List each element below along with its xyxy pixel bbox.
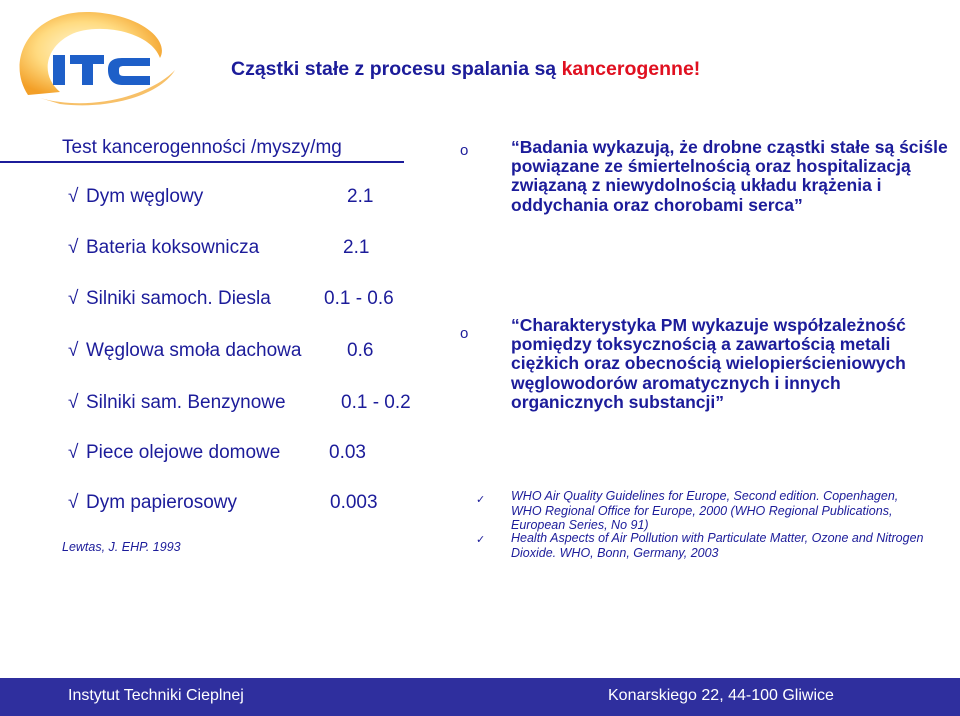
bullet-icon: o bbox=[460, 325, 469, 342]
item-value: 0.6 bbox=[347, 340, 374, 361]
paragraph-pm-toxicity bbox=[511, 316, 951, 412]
title-prefix: Cząstki stałe z procesu spalania są bbox=[231, 58, 562, 80]
check-icon: √ bbox=[68, 186, 79, 207]
check-icon: √ bbox=[68, 492, 79, 513]
paragraph-text: Badania wykazują, że drobne cząstki stałe są ściśle powiązane ze śmiertelnością oraz hospitalizacją związaną z niewydolnością układu krążenia i oddychania oraz chorobami serca bbox=[511, 137, 948, 215]
left-heading: Test kancerogenności /myszy/mg bbox=[62, 137, 342, 158]
item-label: Piece olejowe domowe bbox=[86, 442, 281, 463]
list-item bbox=[68, 492, 378, 514]
footer-address: Konarskiego 22, 44-100 Gliwice bbox=[608, 687, 834, 704]
open-quote: “ bbox=[511, 315, 520, 335]
reference-item: Health Aspects of Air Pollution with Particulate Matter, Ozone and Nitrogen Dioxide. WHO, Bonn, Germany, 2003 bbox=[511, 531, 924, 560]
list-item bbox=[68, 237, 370, 259]
source-citation: Lewtas, J. EHP. 1993 bbox=[62, 540, 181, 554]
item-label: Bateria koksownicza bbox=[86, 237, 260, 258]
checkmark-icon: ✓ bbox=[476, 494, 486, 506]
item-label: Dym węglowy bbox=[86, 186, 204, 207]
list-item bbox=[68, 340, 374, 362]
reference-item: WHO Air Quality Guidelines for Europe, Second edition. Copenhagen, WHO Regional Office for Europe, 2000 (WHO Regional Publications, European Series, No 91) bbox=[511, 489, 899, 532]
item-label: Silniki sam. Benzynowe bbox=[86, 392, 286, 413]
check-icon: √ bbox=[68, 392, 79, 413]
item-value: 0.003 bbox=[330, 492, 378, 513]
slide-title bbox=[231, 58, 700, 81]
title-highlight: kancerogenne! bbox=[561, 58, 701, 80]
list-item bbox=[68, 186, 374, 208]
close-quote: ” bbox=[794, 194, 803, 215]
list-item bbox=[68, 392, 411, 414]
item-label: Węglowa smoła dachowa bbox=[86, 340, 302, 361]
paragraph-text: Charakterystyka PM wykazuje współzależność pomiędzy toksycznością a zawartością metali ciężkich oraz obecnością wielopierścieniowych węglowodorów aromatycznych i innych organicznych substancji bbox=[511, 315, 906, 412]
footer-institute: Instytut Techniki Cieplnej bbox=[68, 687, 244, 704]
item-value: 0.1 - 0.2 bbox=[341, 392, 411, 413]
item-label: Silniki samoch. Diesla bbox=[86, 288, 271, 309]
paragraph-pm-health bbox=[511, 138, 951, 215]
checkmark-icon: ✓ bbox=[476, 534, 486, 546]
check-icon: √ bbox=[68, 288, 79, 309]
list-item bbox=[68, 442, 366, 464]
item-value: 0.1 - 0.6 bbox=[324, 288, 394, 309]
open-quote: “ bbox=[511, 137, 520, 157]
bullet-icon: o bbox=[460, 142, 469, 159]
item-label: Dym papierosowy bbox=[86, 492, 237, 513]
item-value: 2.1 bbox=[343, 237, 370, 258]
check-icon: √ bbox=[68, 237, 79, 258]
check-icon: √ bbox=[68, 442, 79, 463]
heading-underline bbox=[0, 161, 404, 163]
list-item bbox=[68, 288, 394, 310]
itc-logo bbox=[0, 0, 205, 115]
item-value: 0.03 bbox=[329, 442, 366, 463]
item-value: 2.1 bbox=[347, 186, 374, 207]
check-icon: √ bbox=[68, 340, 79, 361]
close-quote: ” bbox=[715, 391, 724, 412]
